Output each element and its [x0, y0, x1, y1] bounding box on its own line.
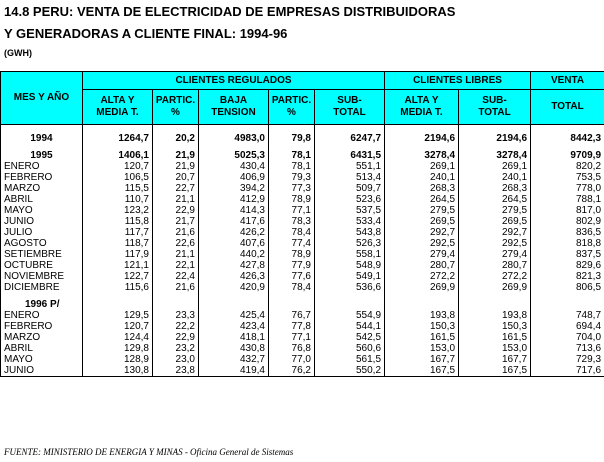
table-cell: 79,3 [269, 172, 315, 183]
month-row [1, 161, 604, 172]
table-cell: 817,0 [531, 205, 604, 216]
table-cell: 1406,1 [83, 150, 153, 161]
table-cell: 423,4 [199, 321, 269, 332]
header-clientes-regulados: CLIENTES REGULADOS [83, 72, 385, 90]
table-cell: 167,7 [385, 354, 459, 365]
month-row [1, 205, 604, 216]
table-cell: 21,9 [153, 150, 199, 161]
header-alta-media-regulados: ALTA Y MEDIA T. [83, 90, 153, 125]
table-cell: 79,8 [269, 133, 315, 144]
header-venta: VENTA [531, 72, 604, 90]
table-cell: 6247,7 [315, 133, 385, 144]
table-cell: 542,5 [315, 332, 385, 343]
row-label: JULIO [1, 227, 83, 238]
table-cell: 4983,0 [199, 133, 269, 144]
table-cell: 122,7 [83, 271, 153, 282]
table-cell: 778,0 [531, 183, 604, 194]
table-cell: 76,7 [269, 310, 315, 321]
table-cell: 167,7 [459, 354, 531, 365]
row-label: 1994 [1, 133, 83, 144]
table-cell: 269,1 [459, 161, 531, 172]
table-cell: 78,9 [269, 249, 315, 260]
table-cell: 118,7 [83, 238, 153, 249]
table-cell: 77,9 [269, 260, 315, 271]
row-label: ENERO [1, 161, 83, 172]
table-cell: 543,8 [315, 227, 385, 238]
table-cell: 5025,3 [199, 150, 269, 161]
table-cell: 21,7 [153, 216, 199, 227]
table-cell: 167,5 [385, 365, 459, 377]
table-title-line-2: Y GENERADORAS A CLIENTE FINAL: 1994-96 [4, 26, 288, 41]
table-cell: 153,0 [459, 343, 531, 354]
table-cell: 21,9 [153, 161, 199, 172]
month-row [1, 282, 604, 293]
table-cell: 425,4 [199, 310, 269, 321]
table-cell: 836,5 [531, 227, 604, 238]
table-cell: 554,9 [315, 310, 385, 321]
table-cell: 22,9 [153, 205, 199, 216]
table-cell: 22,2 [153, 321, 199, 332]
table-cell: 269,5 [385, 216, 459, 227]
table-cell: 167,5 [459, 365, 531, 377]
table-cell: 440,2 [199, 249, 269, 260]
table-cell: 2194,6 [385, 133, 459, 144]
table-cell: 161,5 [385, 332, 459, 343]
table-cell: 22,1 [153, 260, 199, 271]
unit-label: (GWH) [4, 48, 32, 58]
table-cell: 412,9 [199, 194, 269, 205]
table-cell: 269,5 [459, 216, 531, 227]
table-cell: 509,7 [315, 183, 385, 194]
table-cell: 729,3 [531, 354, 604, 365]
table-cell: 264,5 [385, 194, 459, 205]
table-cell: 802,9 [531, 216, 604, 227]
table-cell: 240,1 [459, 172, 531, 183]
table-cell: 420,9 [199, 282, 269, 293]
table-cell: 20,2 [153, 133, 199, 144]
table-cell: 292,5 [459, 238, 531, 249]
table-cell: 22,7 [153, 183, 199, 194]
table-cell: 279,5 [459, 205, 531, 216]
row-label: FEBRERO [1, 321, 83, 332]
table-cell: 123,2 [83, 205, 153, 216]
table-cell: 3278,4 [385, 150, 459, 161]
table-cell: 264,5 [459, 194, 531, 205]
table-cell: 713,6 [531, 343, 604, 354]
table-cell: 117,7 [83, 227, 153, 238]
table-cell: 526,3 [315, 238, 385, 249]
table-cell: 694,4 [531, 321, 604, 332]
table-cell: 78,1 [269, 161, 315, 172]
table-cell: 419,4 [199, 365, 269, 377]
table-cell: 78,3 [269, 216, 315, 227]
table-cell: 22,9 [153, 332, 199, 343]
row-label: ENERO [1, 310, 83, 321]
table-cell: 430,4 [199, 161, 269, 172]
table-cell: 292,7 [385, 227, 459, 238]
table-cell: 77,3 [269, 183, 315, 194]
row-label: MAYO [1, 205, 83, 216]
table-cell: 704,0 [531, 332, 604, 343]
table-cell: 523,6 [315, 194, 385, 205]
table-cell: 115,5 [83, 183, 153, 194]
table-cell: 120,7 [83, 161, 153, 172]
header-venta-total: TOTAL [531, 90, 604, 125]
table-cell: 77,8 [269, 321, 315, 332]
table-cell: 418,1 [199, 332, 269, 343]
month-row [1, 365, 604, 377]
table-cell: 78,4 [269, 282, 315, 293]
month-row [1, 332, 604, 343]
table-cell: 513,4 [315, 172, 385, 183]
table-cell: 23,3 [153, 310, 199, 321]
header-baja-tension: BAJA TENSION [199, 90, 269, 125]
table-cell: 560,6 [315, 343, 385, 354]
table-cell: 533,4 [315, 216, 385, 227]
table-cell: 549,1 [315, 271, 385, 282]
header-subtotal-regulados: SUB- TOTAL [315, 90, 385, 125]
table-cell: 561,5 [315, 354, 385, 365]
table-cell: 268,3 [385, 183, 459, 194]
month-row [1, 216, 604, 227]
table-cell: 748,7 [531, 310, 604, 321]
table-cell: 269,9 [385, 282, 459, 293]
table-cell: 3278,4 [459, 150, 531, 161]
header-mes-y-anio: MES Y AÑO [1, 72, 83, 125]
month-row [1, 249, 604, 260]
table-cell: 558,1 [315, 249, 385, 260]
table-cell: 153,0 [385, 343, 459, 354]
table-cell: 544,1 [315, 321, 385, 332]
table-cell: 8442,3 [531, 133, 604, 144]
table-cell: 537,5 [315, 205, 385, 216]
table-cell: 77,1 [269, 205, 315, 216]
row-label: ABRIL [1, 194, 83, 205]
row-label: AGOSTO [1, 238, 83, 249]
row-label: OCTUBRE [1, 260, 83, 271]
table-cell: 536,6 [315, 282, 385, 293]
table-title-line-1: 14.8 PERU: VENTA DE ELECTRICIDAD DE EMPRESAS DISTRIBUIDORAS [4, 4, 456, 19]
table-cell: 717,6 [531, 365, 604, 377]
month-row [1, 271, 604, 282]
table-cell: 837,5 [531, 249, 604, 260]
table-cell: 407,6 [199, 238, 269, 249]
table-cell: 417,6 [199, 216, 269, 227]
table-cell: 426,2 [199, 227, 269, 238]
data-table [0, 71, 604, 377]
table-cell: 829,6 [531, 260, 604, 271]
row-label: JUNIO [1, 216, 83, 227]
table-cell: 821,3 [531, 271, 604, 282]
table-cell: 1264,7 [83, 133, 153, 144]
row-label: ABRIL [1, 343, 83, 354]
table-cell: 110,7 [83, 194, 153, 205]
table-cell: 77,6 [269, 271, 315, 282]
table-cell: 272,2 [459, 271, 531, 282]
table-cell: 130,8 [83, 365, 153, 377]
table-cell: 279,4 [385, 249, 459, 260]
table-cell: 121,1 [83, 260, 153, 271]
month-row [1, 194, 604, 205]
table-cell: 21,1 [153, 249, 199, 260]
row-label: NOVIEMBRE [1, 271, 83, 282]
table-cell: 21,1 [153, 194, 199, 205]
table-cell: 106,5 [83, 172, 153, 183]
table-cell: 427,8 [199, 260, 269, 271]
table-cell: 76,8 [269, 343, 315, 354]
table-cell: 550,2 [315, 365, 385, 377]
table-cell: 280,7 [385, 260, 459, 271]
table-cell: 269,1 [385, 161, 459, 172]
table-cell: 279,4 [459, 249, 531, 260]
table-cell: 150,3 [385, 321, 459, 332]
table-cell: 23,0 [153, 354, 199, 365]
table-cell: 9709,9 [531, 150, 604, 161]
table-cell: 279,5 [385, 205, 459, 216]
month-row [1, 172, 604, 183]
table-cell: 22,6 [153, 238, 199, 249]
table-cell: 150,3 [459, 321, 531, 332]
table-cell: 430,8 [199, 343, 269, 354]
table-cell: 548,9 [315, 260, 385, 271]
table-cell: 23,2 [153, 343, 199, 354]
table-cell: 21,6 [153, 282, 199, 293]
table-cell: 240,1 [385, 172, 459, 183]
table-body [1, 125, 604, 377]
table-cell: 161,5 [459, 332, 531, 343]
table-cell: 78,4 [269, 227, 315, 238]
source-note: FUENTE: MINISTERIO DE ENERGIA Y MINAS - Oficina General de Sistemas [4, 447, 294, 457]
year-label-row-1996 [1, 299, 604, 310]
row-label: MARZO [1, 183, 83, 194]
table-cell: 269,9 [459, 282, 531, 293]
table-cell: 128,9 [83, 354, 153, 365]
header-partic-alta: PARTIC. % [153, 90, 199, 125]
table-cell: 78,1 [269, 150, 315, 161]
month-row [1, 354, 604, 365]
table-cell: 818,8 [531, 238, 604, 249]
table-cell: 788,1 [531, 194, 604, 205]
table-cell: 22,4 [153, 271, 199, 282]
month-row [1, 227, 604, 238]
table-cell: 129,8 [83, 343, 153, 354]
table-cell: 551,1 [315, 161, 385, 172]
month-row [1, 321, 604, 332]
table-cell: 117,9 [83, 249, 153, 260]
table-cell: 77,4 [269, 238, 315, 249]
row-label: SETIEMBRE [1, 249, 83, 260]
table-cell: 753,5 [531, 172, 604, 183]
table-cell: 2194,6 [459, 133, 531, 144]
month-row [1, 238, 604, 249]
table-cell: 6431,5 [315, 150, 385, 161]
table-cell: 432,7 [199, 354, 269, 365]
table-cell: 268,3 [459, 183, 531, 194]
header-clientes-libres: CLIENTES LIBRES [385, 72, 531, 90]
table-cell: 23,8 [153, 365, 199, 377]
table-cell: 20,7 [153, 172, 199, 183]
data-table-container [0, 71, 604, 444]
spacer-row [1, 125, 604, 134]
row-label: DICIEMBRE [1, 282, 83, 293]
table-cell: 78,9 [269, 194, 315, 205]
table-cell: 77,0 [269, 354, 315, 365]
month-row [1, 343, 604, 354]
year-total-row-1995 [1, 150, 604, 161]
header-subtotal-libres: SUB- TOTAL [459, 90, 531, 125]
table-cell: 129,5 [83, 310, 153, 321]
table-cell: 115,8 [83, 216, 153, 227]
row-label: MAYO [1, 354, 83, 365]
year-label-1996: 1996 P/ [1, 299, 83, 310]
table-cell: 806,5 [531, 282, 604, 293]
table-cell: 120,7 [83, 321, 153, 332]
year-total-row-1994 [1, 133, 604, 144]
month-row [1, 310, 604, 321]
table-cell: 193,8 [459, 310, 531, 321]
table-cell: 77,1 [269, 332, 315, 343]
row-label: JUNIO [1, 365, 83, 377]
table-cell: 124,4 [83, 332, 153, 343]
table-cell: 394,2 [199, 183, 269, 194]
table-cell: 280,7 [459, 260, 531, 271]
table-cell: 292,7 [459, 227, 531, 238]
table-cell: 426,3 [199, 271, 269, 282]
table-cell: 21,6 [153, 227, 199, 238]
table-cell: 820,2 [531, 161, 604, 172]
header-partic-baja: PARTIC. % [269, 90, 315, 125]
table-cell: 76,2 [269, 365, 315, 377]
row-label: FEBRERO [1, 172, 83, 183]
table-cell: 292,5 [385, 238, 459, 249]
header-alta-media-libres: ALTA Y MEDIA T. [385, 90, 459, 125]
table-cell: 406,9 [199, 172, 269, 183]
month-row [1, 260, 604, 271]
row-label: 1995 [1, 150, 83, 161]
month-row [1, 183, 604, 194]
table-cell: 414,3 [199, 205, 269, 216]
row-label: MARZO [1, 332, 83, 343]
table-cell: 115,6 [83, 282, 153, 293]
table-cell: 193,8 [385, 310, 459, 321]
table-cell: 272,2 [385, 271, 459, 282]
